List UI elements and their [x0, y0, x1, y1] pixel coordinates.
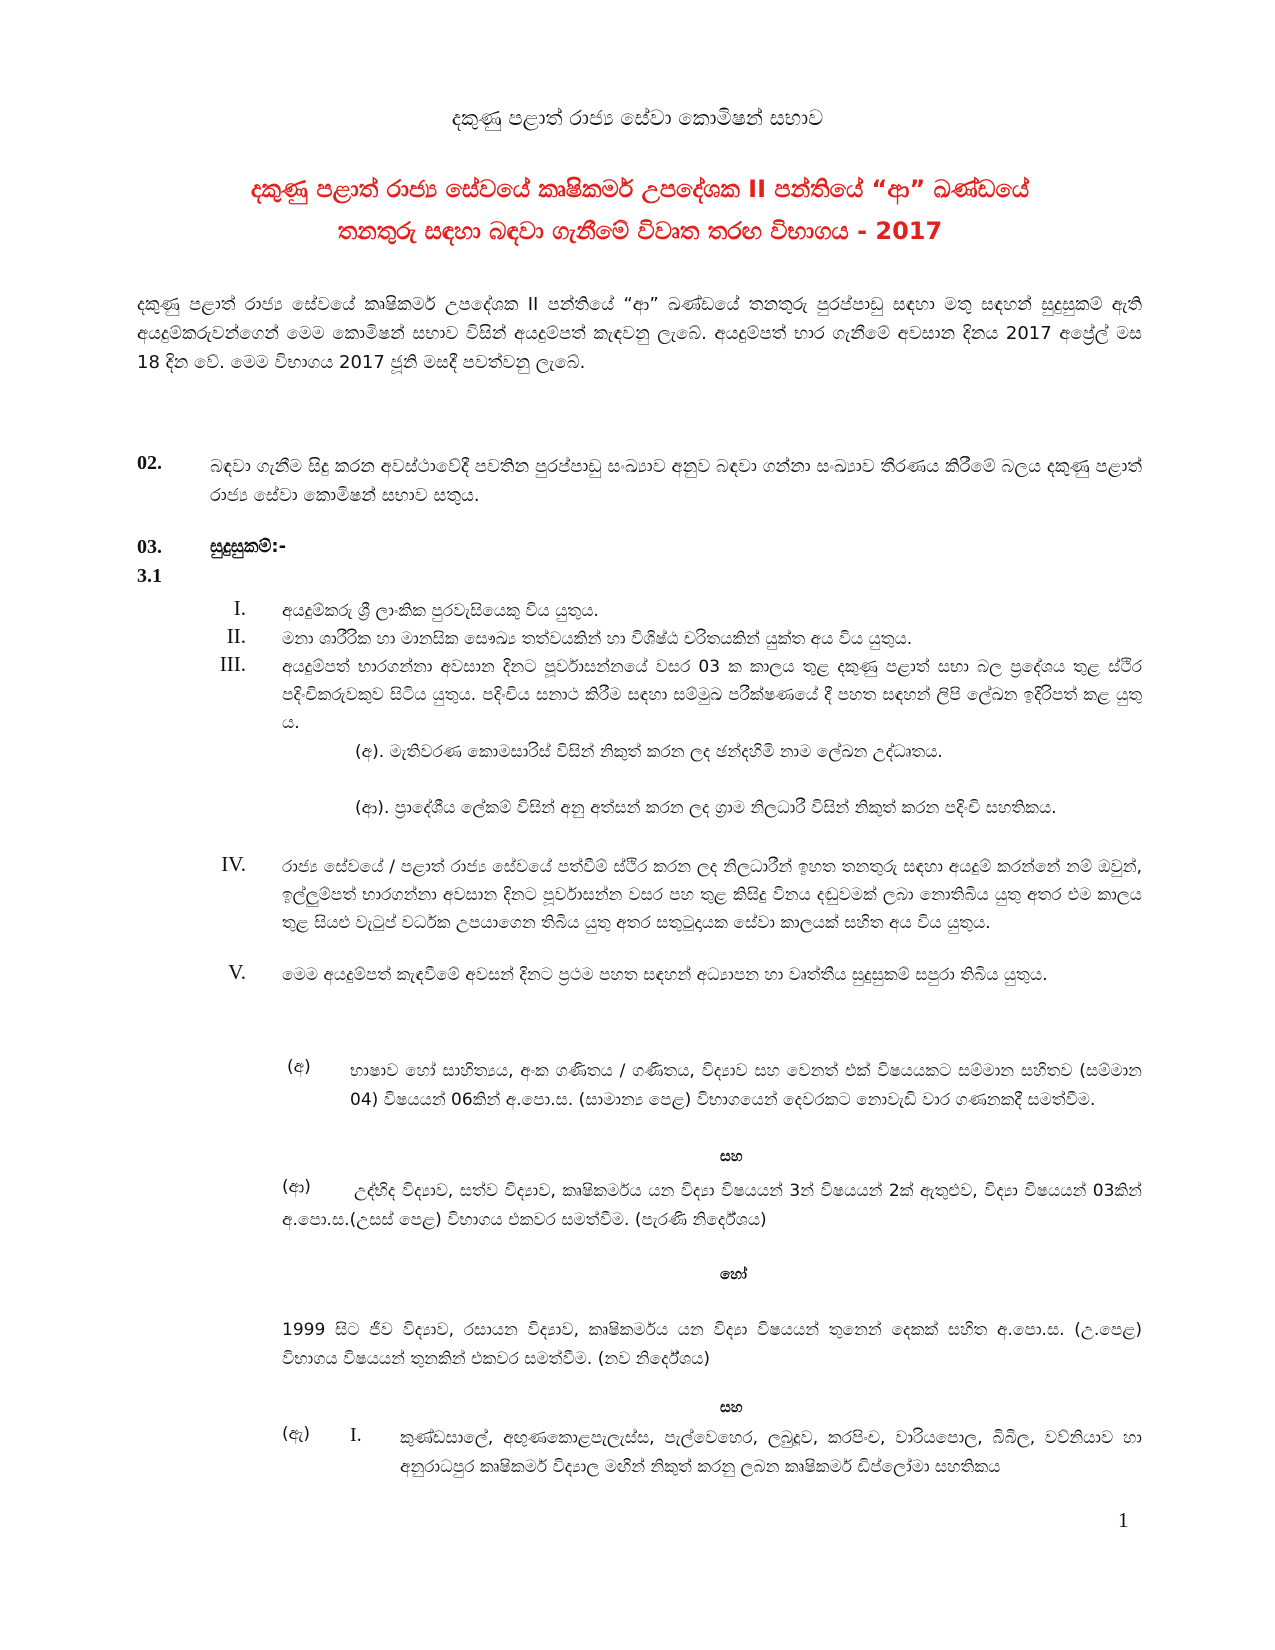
item-1-text: අයදුම්කරු ශ්‍රී ලාංකික පුරවැසියෙකු විය යුතුය.: [282, 601, 599, 621]
qualification-aa-text: උද්භිද විද්‍යාව, සත්ව විද්‍යාව, කෘෂිකර්මය යන විද්‍යා විෂයයන් 3න් විෂයයන් 2ක් ඇතුළුව, විද්‍යා විෂයයන් 03කින් අ.පො.ස.(උසස් පෙළ) විභාගය එකවර සමත්වීම. (පැරණි නිර්දේශය): [282, 1181, 1142, 1230]
residence-doc-2-label: (ආ).: [355, 798, 390, 818]
item-5-text: මෙම අයදුම්පත් කැඳවීමේ අවසන් දිනට ප්‍රථම පහත සඳහන් අධ්‍යාපන හා වෘත්තීය සුදුසුකම් සපුරා තිබිය යුතුය.: [282, 965, 1048, 985]
item-1-numeral: I.: [233, 596, 246, 620]
residence-doc-1-label: (අ).: [355, 742, 385, 762]
intro-paragraph: දකුණු පළාත් රාජ්‍ය සේවයේ කෘෂිකර්ම උපදේශක II පන්තියේ “ආ” ඛණ්ඩයේ තනතුරු පුරප්පාඩු සඳහා මතු සඳහන් සුදුසුකම් ඇති අයදුම්කරුවන්ගෙන් මෙම කොමිෂන් සභාව විසින් අයදුම්පත් කැඳවනු ලැබේ. අයදුම්පත් භාර ගැනීමේ අවසාන දිනය 2017 අප්‍රේල් මස 18 දින වේ. මෙම විභාගය 2017 ජූනි මසදී පවත්වනු ලැබේ.: [137, 294, 1142, 373]
residence-doc-1-text: මැතිවරණ කොමසාරිස් විසින් නිකුත් කරන ලද ඡන්දහිමි නාම ලේඛන උද්ධෘතය.: [389, 742, 943, 762]
conjunction-and-2: සහ: [720, 1398, 743, 1416]
qualification-ae-numeral: I.: [350, 1424, 362, 1446]
exam-title-line-1: දකුණු පළාත් රාජ්‍ය සේවයේ කෘෂිකර්ම උපදේශක II පන්තියේ “ආ” ඛණ්ඩයේ: [250, 175, 1030, 203]
item-4-numeral: IV.: [221, 852, 246, 876]
item-4-text: රාජ්‍ය සේවයේ / පළාත් රාජ්‍ය සේවයේ පත්වීම් ස්ථිර කරන ලද නිලධාරීන් ඉහත තනතුරු සඳහා අයදුම් කරන්නේ නම් ඔවුන්, ඉල්ලුම්පත් භාරගන්නා අවසාන දිනට පූර්වාසන්න වසර පහ තුළ කිසිදු විනය දඬුවමක් ලබා නොතිබිය යුතු අතර එම කාලය තුළ සියළු වැටුප් වර්ධක උපයාගෙන තිබිය යුතු අතර සතුටුදායක සේවා කාලයක් සහිත අය විය යුතුය.: [282, 857, 1142, 933]
conjunction-and-1: සහ: [720, 1147, 743, 1165]
residence-doc-2-text: ප්‍රාදේශීය ලේකම් විසින් අනු අත්සන් කරන ලද ග්‍රාම නිලධාරී විසින් නිකුත් කරන පදිංචි සහතිකය.: [394, 798, 1057, 818]
exam-title: [120, 168, 1160, 252]
item-5-numeral: V.: [228, 960, 246, 984]
item-2-numeral: II.: [226, 624, 246, 648]
page-number: 1: [1118, 1508, 1129, 1532]
section-02-number: 02.: [137, 452, 162, 474]
section-3-1-number: 3.1: [137, 565, 162, 587]
commission-heading: දකුණු පළාත් රාජ්‍ය සේවා කොමිෂන් සභාව: [451, 106, 824, 130]
residence-doc-1: [355, 738, 1142, 766]
section-03-heading: සුදුසුකම්:-: [210, 536, 287, 557]
qualification-a-text: භාෂාව හෝ සාහිත්‍යය, අංක ගණිතය / ගණිතය, විද්‍යාව සහ වෙනත් එක් විෂයයකට සම්මාන සහිතව (සම්මාන 04) විෂයයන් 06කින් අ.පො.ස. (සාමාන්‍ය පෙළ) විභාගයෙන් දෙවරකට නොවැඩි වාර ගණනකදී සමත්වීම.: [350, 1061, 1142, 1110]
qualification-ae-label: (ඇ): [282, 1424, 311, 1444]
section-03-number: 03.: [137, 536, 162, 558]
item-2-text: මනා ශාරීරික හා මානසික සෞඛ්‍ය තත්වයකින් හා විශිෂ්ඨ චරිතයකින් යුක්ත අය විය යුතුය.: [282, 629, 913, 649]
conjunction-or: හෝ: [720, 1265, 747, 1283]
exam-title-line-2: තනතුරු සඳහා බඳවා ගැනීමේ විවෘත තරඟ විභාගය - 2017: [337, 217, 943, 245]
new-syllabus-text: 1999 සිට ජීව විද්‍යාව, රසායන විද්‍යාව, කෘෂිකර්මය යන විද්‍යා විෂයයන් තුනෙන් දෙකක් සහිත අ.පො.ස. (උ.පෙළ) විභාගය විෂයයන් තුනකින් එකවර සමත්වීම. (නව නිර්දේශය): [282, 1320, 1142, 1369]
residence-doc-2: [355, 794, 1142, 822]
item-3-text: අයදුම්පත් භාරගන්නා අවසාන දිනට පූර්වාසන්නයේ වසර 03 ක කාලය තුළ දකුණු පළාත් සභා බල ප්‍රදේශය තුළ ස්ථිර පදිංචිකරුවකුව සිටිය යුතුය. පදිංචිය සනාථ කිරීම සඳහා සම්මුඛ පරීක්ෂණයේ දී පහත සඳහන් ලිපි ලේඛන ඉදිරිපත් කළ යුතු ය.: [282, 657, 1142, 733]
qualification-a-label: (අ): [287, 1057, 311, 1077]
qualification-ae-text: කුණ්ඩසාලේ, අඟුණකොළපැලැස්ස, පැල්වෙහෙර, ලබුදූව, කරපිංච, වාරියපොල, බිබිල, වව්නියාව හා අනුරාධපුර කෘෂිකර්ම විද්‍යාල මඟින් නිකුත් කරනු ලබන කෘෂිකර්ම ඩිප්ලෝමා සහතිකය: [400, 1428, 1142, 1477]
section-02-text: බඳවා ගැනීම සිදු කරන අවස්ථාවේදී පවතින පුරප්පාඩු සංඛ්‍යාව අනුව බඳවා ගන්නා සංඛ්‍යාව තීරණය කිරීමේ බලය දකුණු පළාත් රාජ්‍ය සේවා කොමිෂන් සභාව සතුය.: [210, 456, 1142, 506]
qualification-aa-label: (ආ): [282, 1177, 311, 1197]
item-3-numeral: III.: [219, 652, 246, 676]
